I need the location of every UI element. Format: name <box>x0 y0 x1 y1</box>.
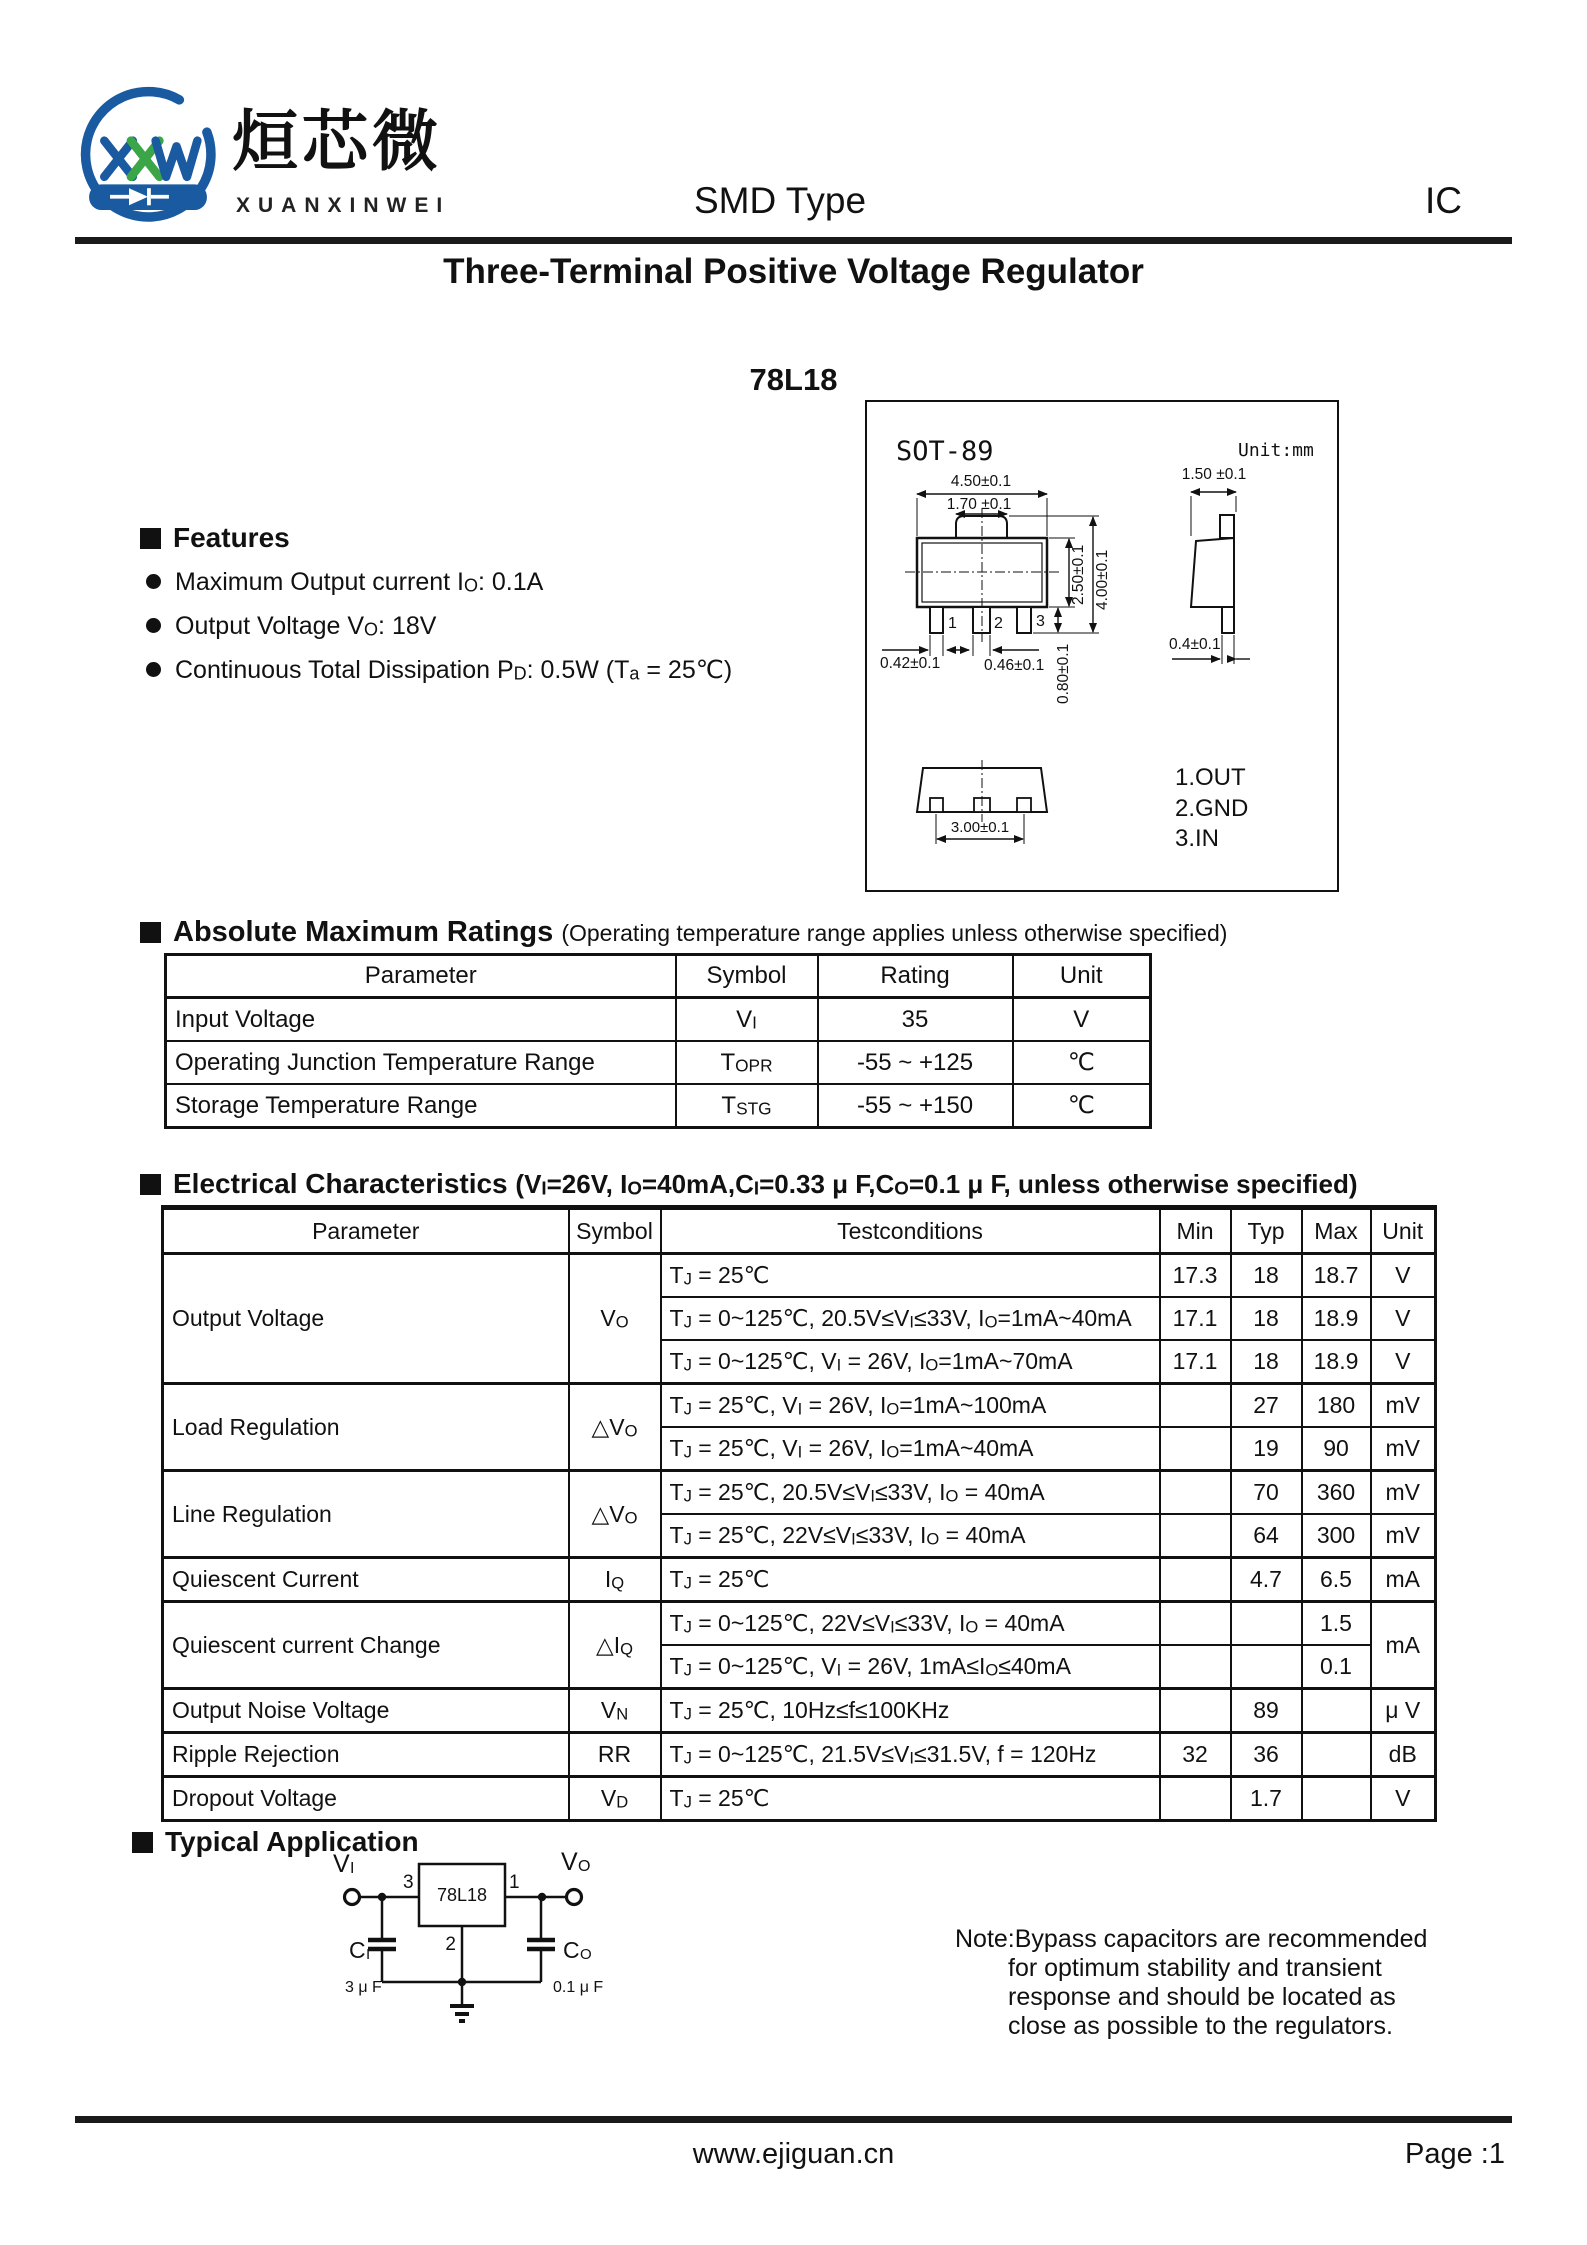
section-square-icon <box>140 922 161 943</box>
dim-side-thickness-label: 0.4±0.1 <box>1169 636 1221 653</box>
footer-divider <box>75 2116 1512 2123</box>
dim-pin-gap-label: 0.46±0.1 <box>984 657 1045 674</box>
doc-type-label: SMD Type <box>693 180 867 221</box>
table-header-row <box>166 955 1151 998</box>
footer-page-number: Page :1 <box>1405 2138 1505 2170</box>
part-number: 78L18 <box>749 362 838 397</box>
table-row: Operating Junction Temperature Range $T_{OPR}$ -55 ~ +125 ℃ <box>166 1041 1151 1084</box>
company-logo-icon <box>72 78 224 230</box>
vout-label-sub: O <box>578 1858 591 1875</box>
pin-function-3: 3.IN <box>1175 825 1220 852</box>
dim-top-width-label: 4.50±0.1 <box>950 473 1012 490</box>
feature-item: Output Voltage $V_O$: 18V <box>146 612 436 641</box>
col-unit: Unit <box>1013 955 1151 998</box>
table-row: Input Voltage $V_I$ 35 V <box>166 998 1151 1042</box>
col-symbol: Symbol <box>676 955 818 998</box>
table-row: Quiescent Current $I_Q$ $T_J$ = 25℃ 4.7 6.5 mA <box>163 1558 1436 1602</box>
abs-max-heading: Absolute Maximum Ratings (Operating temperature range applies unless otherwise specified) <box>140 916 1227 949</box>
table-row: Storage Temperature Range $T_{STG}$ -55 ~ +150 ℃ <box>166 1084 1151 1128</box>
feature-item: Maximum Output current $I_O$: 0.1A <box>146 568 543 597</box>
table-row: Output Noise Voltage $V_N$ $T_J$ = 25℃, 10Hz≤f≤100KHz 89 μ V <box>163 1689 1436 1733</box>
pin1-label: 1 <box>509 1872 520 1893</box>
elec-char-table <box>161 1205 1437 1822</box>
elec-char-conditions: ($V_I=26V$, $I_O=40mA,C_I=0.33$ μ $F,C_O=0.1$ μ F, unless otherwise specified) <box>515 1169 1358 1199</box>
table-row: $T_J$ = 0~125℃, $20.5V\le V_I\le 33V$, $I_O=1mA\sim 40mA$ 17.1 18 18.9 V <box>163 1297 1436 1340</box>
section-square-icon <box>140 1174 161 1195</box>
table-row: $T_J$ = 0~125℃, $V_I = 26V$, $1mA\le I_O\le 40mA$ 0.1 <box>163 1645 1436 1689</box>
pin2-label: 2 <box>445 1934 456 1955</box>
cap-out-label: C <box>563 1937 580 1963</box>
table-row: Line Regulation $\triangle V_O$ $T_J$ = 25℃, $20.5V\le V_I\le 33V$, $I_O = 40mA$ 70 360 mV <box>163 1471 1436 1515</box>
cap-out-value: 0.1 μ F <box>553 1979 604 1996</box>
vin-label: V <box>333 1850 350 1878</box>
application-note <box>955 1925 1427 2041</box>
dim-pin-width-label: 0.42±0.1 <box>880 655 941 672</box>
dim-pin-length-label: 0.80±0.1 <box>1055 643 1072 704</box>
package-drawing-box <box>865 400 1339 892</box>
application-circuit-diagram <box>315 1842 615 2042</box>
table-header-row: Parameter Symbol Testconditions Min Typ Max Unit <box>163 1208 1436 1254</box>
category-label: IC <box>1425 180 1462 221</box>
table-row: Dropout Voltage $V_D$ $T_J$ = 25℃ 1.7 V <box>163 1777 1436 1821</box>
elec-char-heading: Electrical Characteristics ($V_I=26V$, $I_O=40mA,C_I=0.33$ μ $F,C_O=0.1$ μ F, unless otherwise specified) <box>140 1168 1358 1200</box>
section-square-icon <box>132 1832 153 1853</box>
bullet-icon <box>146 574 161 589</box>
col-rating: Rating <box>818 955 1013 998</box>
footer-website: www.ejiguan.cn <box>692 2138 895 2170</box>
dim-bottom-span-label: 3.00±0.1 <box>950 819 1010 836</box>
table-row: Quiescent current Change $\triangle I_Q$ $T_J$ = 0~125℃, $22V\le V_I\le 33V$, $I_O = 40mA$ 1.5 mA <box>163 1602 1436 1646</box>
bullet-icon <box>146 618 161 633</box>
note-line: response and should be located as <box>1008 1983 1396 2011</box>
package-drawing-svg <box>867 402 1337 890</box>
table-row: $T_J$ = 0~125℃, $V_I = 26V$, $I_O=1mA\sim 70mA$ 17.1 18 18.9 V <box>163 1340 1436 1384</box>
cap-out-label-sub: O <box>580 1946 592 1963</box>
front-pin2-number: 2 <box>994 615 1003 632</box>
table-row: $T_J$ = 25℃, $22V\le V_I\le 33V$, $I_O = 40mA$ 64 300 mV <box>163 1514 1436 1558</box>
typical-application-heading: Typical Application <box>132 1826 419 1858</box>
vin-label-sub: I <box>350 1860 355 1877</box>
abs-max-subnote: (Operating temperature range applies unless otherwise specified) <box>561 920 1228 946</box>
company-name-cn: 烜芯微 <box>232 104 442 178</box>
dim-side-width-label: 1.50 ±0.1 <box>1181 466 1247 483</box>
col-parameter: Parameter <box>166 955 676 998</box>
features-heading: Features <box>140 522 290 554</box>
table-row: $T_J$ = 25℃, $V_I = 26V$, $I_O=1mA\sim 40mA$ 19 90 mV <box>163 1427 1436 1471</box>
front-pin1-number: 1 <box>948 615 957 632</box>
dim-total-height-label: 4.00±0.1 <box>1094 549 1111 610</box>
cap-in-label-sub: I <box>366 1946 371 1963</box>
front-pin3-number: 3 <box>1036 613 1045 630</box>
dim-body-height-label: 2.50±0.1 <box>1070 544 1087 605</box>
merged-unit-cell: mA <box>1371 1602 1436 1689</box>
pin3-label: 3 <box>403 1872 414 1893</box>
note-line: close as possible to the regulators. <box>1008 2012 1393 2040</box>
vout-label: V <box>561 1848 578 1876</box>
table-row: Ripple Rejection RR $T_J$ = 0~125℃, $21.5V\le V_I\le 31.5V$, f = 120Hz 32 36 dB <box>163 1733 1436 1777</box>
pin-function-1: 1.OUT <box>1175 764 1246 791</box>
note-line: Note:Bypass capacitors are recommended <box>955 1925 1428 1953</box>
page-title: Three-Terminal Positive Voltage Regulator <box>443 252 1144 291</box>
company-name-en: XUANXINWEI <box>236 194 451 217</box>
cap-in-label: C <box>349 1937 366 1963</box>
abs-max-table <box>164 953 1152 1129</box>
note-line: for optimum stability and transient <box>1008 1954 1382 1982</box>
bullet-icon <box>146 662 161 677</box>
feature-item: Continuous Total Dissipation $P_D$: 0.5W ($T_a$ = 25℃) <box>146 655 732 685</box>
chip-label: 78L18 <box>436 1885 488 1905</box>
cap-in-value: 3 μ F <box>345 1979 382 1996</box>
unit-label: Unit:mm <box>1238 440 1314 461</box>
header-divider <box>75 237 1512 244</box>
dim-tab-width-label: 1.70 ±0.1 <box>946 496 1012 513</box>
table-row: Output Voltage $V_O$ $T_J$ = 25℃ 17.3 18 18.7 V <box>163 1254 1436 1298</box>
section-square-icon <box>140 528 161 549</box>
pin-function-2: 2.GND <box>1175 795 1249 822</box>
table-row: Load Regulation $\triangle V_O$ $T_J$ = 25℃, $V_I = 26V$, $I_O=1mA\sim 100mA$ 27 180 mV <box>163 1384 1436 1428</box>
package-name-label: SOT-89 <box>896 436 994 467</box>
